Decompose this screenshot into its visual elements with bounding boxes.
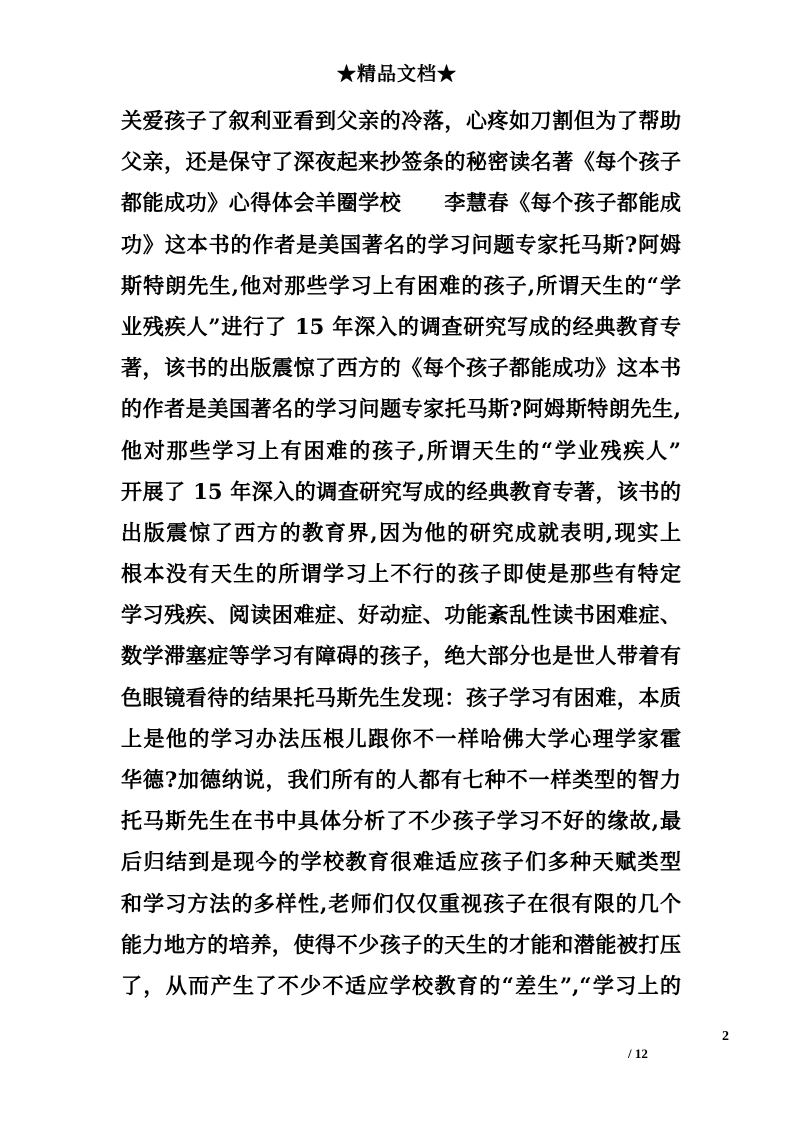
- document-body: [121, 100, 681, 1006]
- text-line: 业残疾人”进行了 15 年深入的调查研究写成的经典教育专: [121, 313, 681, 339]
- text-line: 后归结到是现今的学校教育很难适应孩子们多种天赋类型: [121, 849, 681, 875]
- text-line: 华德?加德纳说，我们所有的人都有七种不一样类型的智力: [121, 767, 681, 792]
- text-line: 关爱孩子了叙利亚看到父亲的冷落，心疼如刀割但为了帮助: [121, 108, 681, 133]
- text-line: 数学滞塞症等学习有障碍的孩子，绝大部分也是世人带着有: [121, 643, 681, 669]
- text-line: 功》这本书的作者是美国著名的学习问题专家托马斯?阿姆: [121, 231, 681, 257]
- text-line: 父亲，还是保守了深夜起来抄签条的秘密读名著《每个孩子: [121, 149, 681, 175]
- text-line: 上是他的学习办法压根儿跟你不一样哈佛大学心理学家霍: [121, 725, 681, 751]
- text-line: 的作者是美国著名的学习问题专家托马斯?阿姆斯特朗先生,: [121, 396, 681, 422]
- text-line: 出版震惊了西方的教育界,因为他的研究成就表明,现实上: [121, 519, 681, 545]
- text-line: 根本没有天生的所谓学习上不行的孩子即使是那些有特定: [121, 561, 681, 587]
- text-line: 学习残疾、阅读困难症、好动症、功能紊乱性读书困难症、: [121, 602, 681, 628]
- page-total: / 12: [628, 1046, 648, 1061]
- text-line: 著，该书的出版震惊了西方的《每个孩子都能成功》这本书: [121, 355, 681, 381]
- page-number: 2: [722, 1029, 729, 1044]
- text-line: 开展了 15 年深入的调查研究写成的经典教育专著，该书的: [121, 478, 681, 504]
- text-line: 托马斯先生在书中具体分析了不少孩子学习不好的缘故,最: [121, 808, 681, 834]
- text-line: 都能成功》心得体会羊圈学校 李慧春《每个孩子都能成: [121, 190, 681, 216]
- text-line: 了，从而产生了不少不适应学校教育的“差生”,“学习上的: [121, 972, 681, 998]
- text-line: 斯特朗先生,他对那些学习上有困难的孩子,所谓天生的“学: [121, 272, 681, 298]
- text-line: 和学习方法的多样性,老师们仅仅重视孩子在很有限的几个: [121, 890, 681, 916]
- text-line: 能力地方的培养，使得不少孩子的天生的才能和潜能被打压: [121, 931, 681, 957]
- text-line: 他对那些学习上有困难的孩子,所谓天生的“学业残疾人”: [121, 437, 681, 463]
- page-header-title: ★精品文档★: [336, 63, 457, 85]
- text-line: 色眼镜看待的结果托马斯先生发现：孩子学习有困难，本质: [121, 684, 681, 710]
